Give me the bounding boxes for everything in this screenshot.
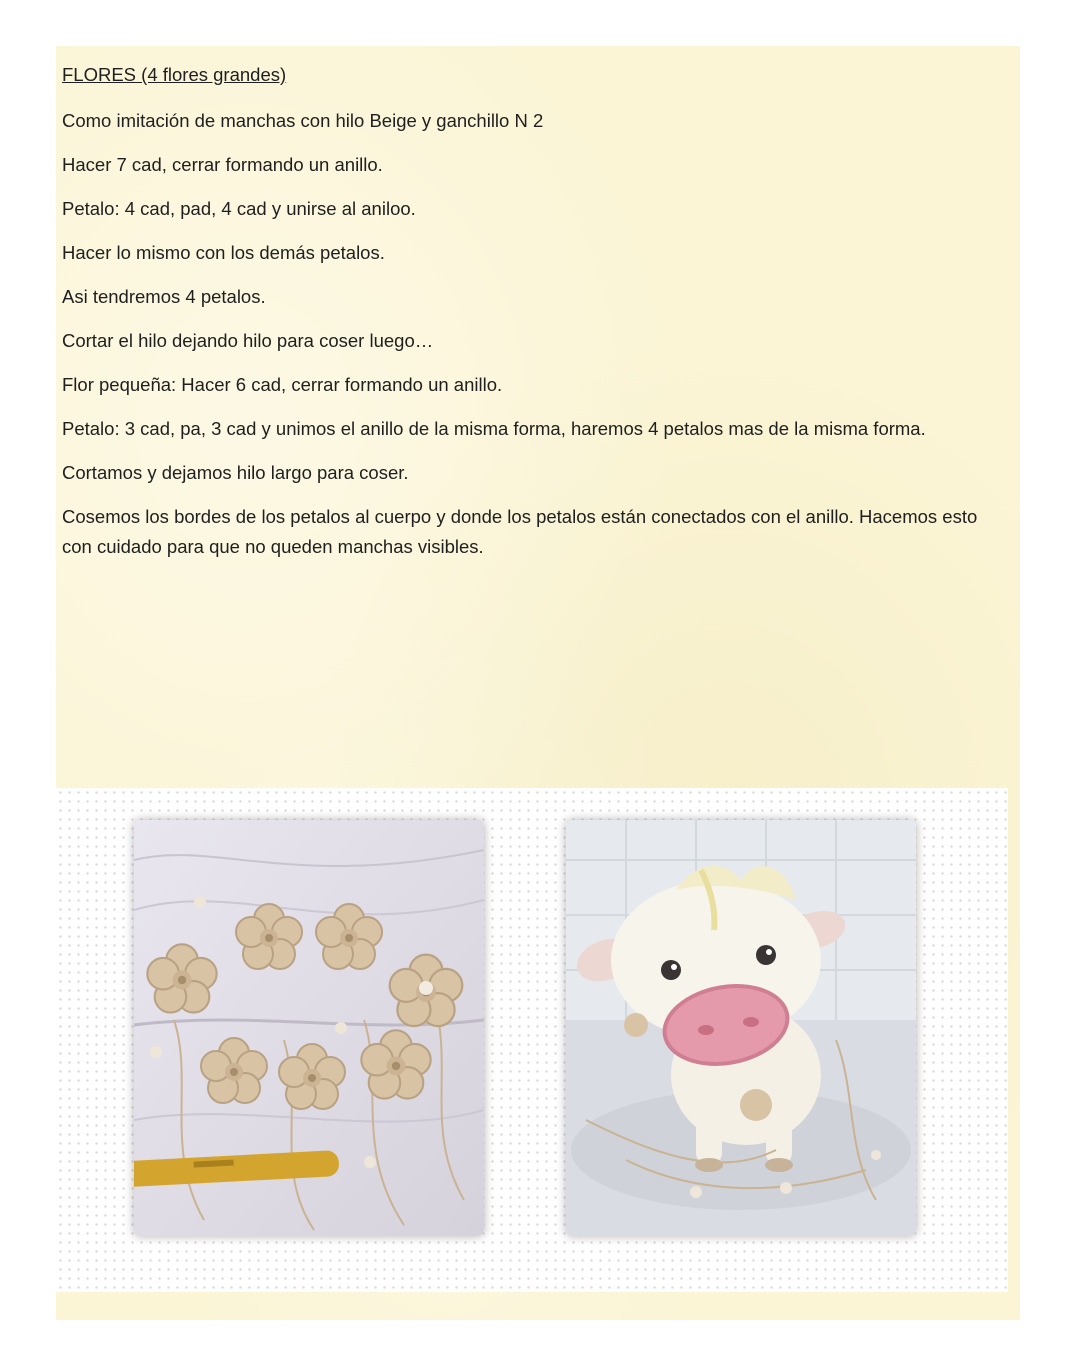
instruction-line: Flor pequeña: Hacer 6 cad, cerrar formando un anillo.: [62, 374, 503, 395]
instruction-line: Hacer 7 cad, cerrar formando un anillo.: [62, 154, 383, 175]
instruction-line: Petalo: 4 cad, pad, 4 cad y unirse al aniloo.: [62, 198, 416, 219]
instruction-line: Hacer lo mismo con los demás petalos.: [62, 242, 385, 263]
crochet-flowers-photo: [134, 820, 484, 1236]
instruction-line: Como imitación de manchas con hilo Beige y ganchillo N 2: [62, 110, 544, 131]
instruction-line: Cortamos y dejamos hilo largo para coser.: [62, 462, 409, 483]
instructions-text: [62, 60, 1012, 576]
crochet-cow-illustration: [566, 820, 916, 1236]
instruction-line: Petalo: 3 cad, pa, 3 cad y unimos el anillo de la misma forma, haremos 4 petalos mas de la misma forma.: [62, 418, 926, 439]
document-page: [56, 46, 1020, 1320]
crochet-flowers-illustration: [134, 820, 484, 1236]
crochet-cow-photo: [566, 820, 916, 1236]
instruction-line: Asi tendremos 4 petalos.: [62, 286, 266, 307]
instruction-line: Cortar el hilo dejando hilo para coser luego…: [62, 330, 434, 351]
section-title: FLORES (4 flores grandes): [62, 64, 287, 85]
instruction-line: Cosemos los bordes de los petalos al cuerpo y donde los petalos están conectados con el anillo. Hacemos esto con cuidado para que no queden manchas visibles.: [62, 506, 978, 557]
photo-band: [56, 788, 1008, 1292]
